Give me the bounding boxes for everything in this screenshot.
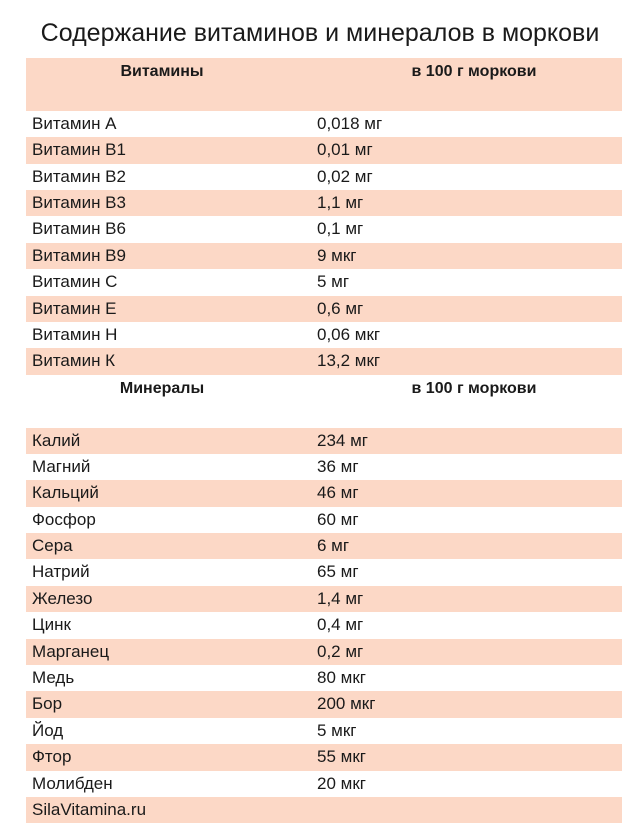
table-row — [26, 718, 622, 744]
nutrient-value: 0,06 мкг — [317, 324, 381, 344]
nutrient-value: 20 мкг — [317, 773, 366, 793]
table-row — [26, 269, 622, 295]
nutrient-value: 60 мг — [317, 509, 359, 529]
nutrient-value: 200 мкг — [317, 694, 376, 714]
nutrient-value: 46 мг — [317, 483, 359, 503]
table-row — [26, 691, 622, 717]
nutrient-value: 0,02 мг — [317, 166, 373, 186]
table-row — [26, 533, 622, 559]
nutrient-value: 1,4 мг — [317, 588, 364, 608]
nutrient-name: Витамин С — [32, 272, 118, 292]
table-row — [26, 322, 622, 348]
minerals-header — [26, 375, 622, 428]
table-row — [26, 243, 622, 269]
nutrient-name: Витамин В1 — [32, 140, 126, 160]
nutrient-value: 0,4 мг — [317, 615, 364, 635]
vitamins-header — [26, 58, 622, 111]
table-row — [26, 137, 622, 163]
nutrient-value: 13,2 мкг — [317, 351, 381, 371]
nutrient-name: Молибден — [32, 773, 113, 793]
nutrient-value: 5 мкг — [317, 720, 357, 740]
nutrient-value: 0,018 мг — [317, 113, 383, 133]
nutrient-value: 0,1 мг — [317, 219, 364, 239]
nutrient-name: Витамин В6 — [32, 219, 126, 239]
nutrient-name: Медь — [32, 668, 75, 688]
table-row — [26, 296, 622, 322]
nutrient-value: 234 мг — [317, 430, 368, 450]
nutrient-name: Витамин Е — [32, 298, 117, 318]
nutrient-value: 0,6 мг — [317, 298, 364, 318]
source-label: SilaVitamina.ru — [32, 799, 147, 819]
vitamins-header-value: в 100 г моркови — [411, 63, 537, 80]
nutrient-name: Фтор — [32, 747, 72, 767]
nutrient-table — [26, 58, 622, 823]
table-row — [26, 559, 622, 585]
nutrient-value: 0,01 мг — [317, 140, 373, 160]
table-row — [26, 348, 622, 374]
table-row — [26, 480, 622, 506]
vitamins-header-name: Витамины — [120, 63, 204, 80]
table-row — [26, 190, 622, 216]
table-row — [26, 164, 622, 190]
minerals-header-name: Минералы — [119, 379, 205, 397]
nutrient-name: Йод — [32, 720, 64, 740]
nutrient-name: Магний — [32, 456, 91, 476]
nutrient-value: 5 мг — [317, 272, 350, 292]
source-footer — [26, 797, 622, 823]
nutrient-name: Сера — [32, 536, 73, 556]
table-row — [26, 586, 622, 612]
nutrient-name: Витамин К — [32, 351, 116, 371]
table-row — [26, 216, 622, 242]
table-row — [26, 428, 622, 454]
nutrient-value: 36 мг — [317, 456, 359, 476]
nutrient-name: Натрий — [32, 562, 90, 582]
nutrient-name: Витамин В3 — [32, 192, 126, 212]
nutrient-name: Марганец — [32, 641, 110, 661]
table-row — [26, 744, 622, 770]
table-row — [26, 771, 622, 797]
nutrient-value: 65 мг — [317, 562, 359, 582]
nutrient-name: Витамин Н — [32, 324, 118, 344]
nutrient-value: 80 мкг — [317, 668, 366, 688]
nutrient-name: Фосфор — [32, 509, 96, 529]
table-row — [26, 612, 622, 638]
nutrient-name: Кальций — [32, 483, 99, 503]
nutrient-name: Калий — [32, 430, 81, 450]
nutrient-value: 0,2 мг — [317, 641, 364, 661]
table-row — [26, 111, 622, 137]
table-row — [26, 665, 622, 691]
nutrient-name: Бор — [32, 694, 63, 714]
nutrient-name: Витамин В2 — [32, 166, 126, 186]
table-row — [26, 454, 622, 480]
nutrient-name: Витамин В9 — [32, 245, 126, 265]
minerals-header-value: в 100 г моркови — [411, 379, 537, 397]
nutrient-name: Цинк — [32, 615, 71, 635]
page-title: Содержание витаминов и минералов в моркови — [40, 19, 600, 47]
nutrient-value: 55 мкг — [317, 747, 366, 767]
nutrient-name: Железо — [32, 588, 93, 608]
nutrient-name: Витамин А — [32, 113, 117, 133]
table-row — [26, 639, 622, 665]
nutrient-value: 9 мкг — [317, 245, 357, 265]
nutrient-value: 1,1 мг — [317, 192, 364, 212]
table-row — [26, 507, 622, 533]
nutrient-value: 6 мг — [317, 536, 350, 556]
